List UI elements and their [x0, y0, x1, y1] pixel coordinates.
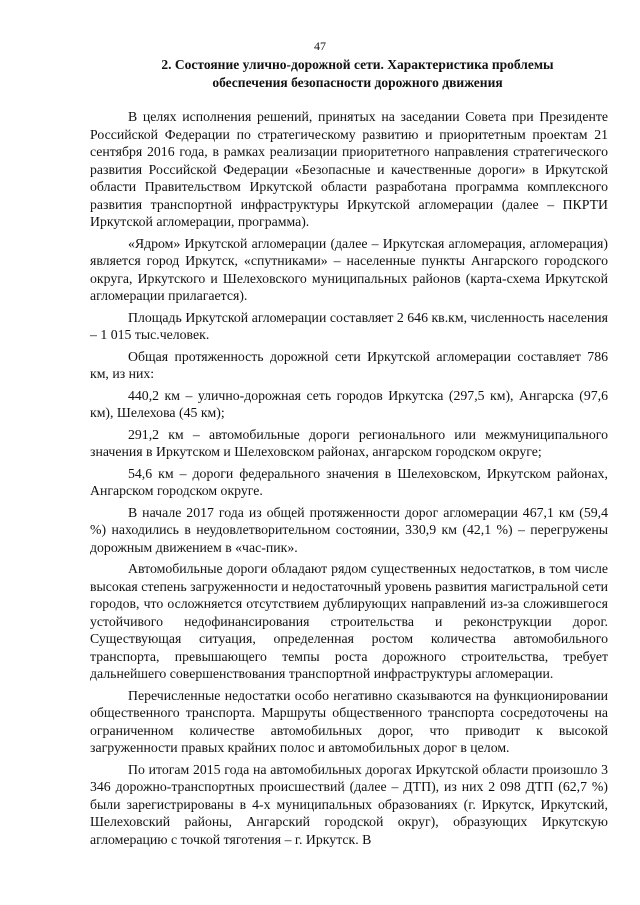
section-heading	[90, 56, 625, 92]
paragraph: Автомобильные дороги обладают рядом существенных недостатков, в том числе высокая степень загруженности и недостаточный уровень развития магистральной сети городов, что осложняется отсутствием дублирующих направлений из-за сложившегося устойчивого недофинансирования строительства и реконструкции дорог. Существующая ситуация, определенная ростом количества автомобильного транспорта, превышающего темпы роста дорожного строительства, требует дальнейшего совершенствования транспортной инфраструктуры агломерации.	[90, 561, 608, 681]
paragraph: Площадь Иркутской агломерации составляет 2 646 кв.км, численность населения – 1 015 тыс.человек.	[90, 309, 608, 342]
section-heading-line-1: 2. Состояние улично-дорожной сети. Характеристика проблемы	[161, 57, 554, 72]
paragraph: В целях исполнения решений, принятых на заседании Совета при Президенте Российской Федерации по стратегическому развитию и приоритетным проектам 21 сентября 2016 года, в рамках реализации приоритетного направления стратегического развития Российской Федерации «Безопасные и качественные дороги» в Иркутской области Правительством Иркутской области разработана программа комплексного развития транспортной инфраструктуры Иркутской агломерации (далее – ПКРТИ Иркутской агломерации, программа).	[90, 109, 608, 229]
paragraph: В начале 2017 года из общей протяженности дорог агломерации 467,1 км (59,4 %) находились в неудовлетворительном состоянии, 330,9 км (42,1 %) – перегружены дорожным движением в «час-пик».	[90, 504, 608, 555]
paragraph: 291,2 км – автомобильные дороги регионального или межмуниципального значения в Иркутском и Шелеховском районах, ангарском городском округе;	[90, 426, 608, 459]
page-number: 47	[314, 39, 326, 53]
paragraph: Перечисленные недостатки особо негативно сказываются на функционировании общественного транспорта. Маршруты общественного транспорта сосредоточены на ограниченном количестве автомобильных дорог, что приводит к высокой загруженности правых крайних полос и автомобильных дорог в целом.	[90, 687, 608, 755]
section-heading-line-2: обеспечения безопасности дорожного движения	[212, 75, 503, 90]
paragraph: 440,2 км – улично-дорожная сеть городов Иркутска (297,5 км), Ангарска (97,6 км), Шелехова (45 км);	[90, 387, 608, 420]
paragraph: «Ядром» Иркутской агломерации (далее – Иркутская агломерация, агломерация) является город Иркутск, «спутниками» – населенные пункты Ангарского городского округа, Иркутского и Шелеховского муниципальных районов (карта-схема Иркутской агломерации прилагается).	[90, 235, 608, 303]
paragraph: 54,6 км – дороги федерального значения в Шелеховском, Иркутском районах, Ангарском городском округе.	[90, 465, 608, 498]
paragraph: Общая протяженность дорожной сети Иркутской агломерации составляет 786 км, из них:	[90, 348, 608, 381]
body-text	[90, 108, 608, 852]
paragraph: По итогам 2015 года на автомобильных дорогах Иркутской области произошло 3 346 дорожно-транспортных происшествий (далее – ДТП), из них 2 098 ДТП (62,7 %) были зарегистрированы в 4-х муниципальных образованиях (г. Иркутск, Иркутский, Шелеховский районы, Ангарский городской округ), образующих Иркутскую агломерацию с точкой тяготения – г. Иркутск. В	[90, 761, 608, 847]
